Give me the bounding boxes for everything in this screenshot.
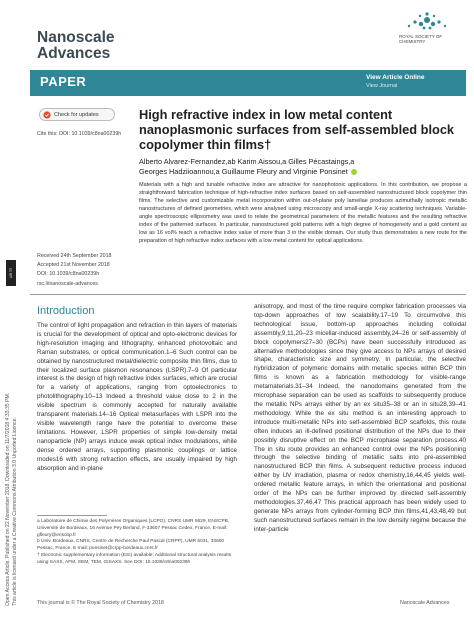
introduction-left-column: The control of light propagation and refraction in thin layers of materials is crucial for the development of optical and opto-electronic devices for high-resolution imaging and lithography, enhanced photovoltaic and Raman substrates, or optical communication.1–6 Such control can be obtained by nanostructured metal/dielectric composite thin films, due to their localized surface plasmon resonances (LSPR).7–9 Of particular interest is the design of high refractive index surfaces, which are crucial for a variety of applications, ranging from optoelectronics to photolithography.10–13 Indeed a threshold value close to 2 in the visible spectrum is commonly accepted for naturally available transparent materials.14–16 Optical metasurfaces with LSPR into the visible wavelength range have the potential to overcome these limitations. However, LSPR properties of simple low-density metal nanoparticle (NP) arrays induce weak optical index modulations, while dense ordered arrays, supporting plasmonic couplings or lattice modes16 with strong refraction effects, are usually impaired by high absorption and in-plane	[37, 322, 237, 472]
view-article-online-link[interactable]: View Article Online	[366, 74, 425, 81]
article-dates	[37, 252, 112, 279]
footnote-a: a Laboratoire de Chimie des Polymères Organiques (LCPO), CNRS UMR 5629, ENSCPB, Université de Bordeaux, 16 Avenue Pey Berland, F-33607 Pessac Cedex, France. E-mail: gfleury@enscbp.fr	[37, 519, 230, 538]
received-date: Received 24th September 2018	[37, 253, 112, 259]
footer-copyright: This journal is © The Royal Society of Chemistry 2018	[37, 600, 164, 606]
cc-by-badge[interactable]: cc BY	[6, 260, 16, 286]
introduction-heading: Introduction	[37, 305, 95, 317]
view-journal-link[interactable]: View Journal	[366, 83, 398, 89]
authors-line1: Alberto Alvarez-Fernandez,ab Karim Aissou,a Gilles Pécastaings,a	[139, 157, 355, 166]
article-doi[interactable]: DOI: 10.1039/c8na00239h	[37, 271, 100, 277]
footnote-rule	[37, 515, 107, 516]
section-divider	[30, 294, 466, 295]
article-title: High refractive index in low metal content nanoplasmonic surfaces from self-assembled block copolymer thin films†	[139, 107, 455, 152]
cite-doi: Cite this: DOI: 10.1039/c8na00239h	[37, 131, 122, 137]
journal-name-line1: Nanoscale	[37, 29, 115, 46]
accepted-date: Accepted 21st November 2018	[37, 262, 110, 268]
check-for-updates-label: Check for updates	[54, 111, 99, 118]
author-list	[139, 157, 469, 177]
journal-name	[37, 30, 115, 62]
footnote-esi: † Electronic supplementary information (ESI) available: Additional structural analysis results using SAXS, AFM, SEM, TEM, GISAXS. See DOI: 10.1039/c8na00239h	[37, 552, 232, 565]
orcid-icon[interactable]	[351, 169, 357, 175]
open-access-notice: Open Access Article. Published on 22 November 2018. Downloaded on 11/7/2018 4:33:35 PM.	[5, 392, 11, 606]
footer-journal: Nanoscale Advances	[400, 600, 450, 606]
check-for-updates-button[interactable]	[39, 108, 115, 121]
footnotes	[37, 519, 237, 567]
footnote-b: b Univ. Bordeaux, CNRS, Centre de Recherche Paul Pascal (CRPP), UMR 5031, 33600 Pessac, France. E-mail: ponsinet@crpp-bordeaux.cnrs.fr	[37, 539, 225, 552]
update-icon	[43, 111, 51, 119]
introduction-right-column: anisotropy, and most of the time require complex fabrication processes via top-down approaches of low scalability.17–19 To circumvolve this technological issue, bottom-up approaches including colloidal assembly,9,11,20–23 micellar-induced assembly,24–26 or self-assembly of block copolymers27–30 (BCPs) have been successfully introduced as alternative methodologies since they give access to NPs arrays of desired shape, characteristic size and symmetry. In particular, the selective hybridization of polymeric domains with metallic species within BCP thin films is known as a fabrication methodology for visible-range metamaterials.31–34 Indeed, the nanodomains generated from the microphase separation can be used as scaffolds to subsequently produce the metallic NPs arrays either by an ex situ35–38 or an in situ28,39–41 methodology. While the ex situ method is an interesting approach to introduce multi-metallic NPs into self-assembled BCP scaffolds, this route often induces an ill-defined positional distribution of the NPs due to their possibly disruptive effect on the BCP microphase separation process.40 The in situ route provides an enhanced control over the NPs positioning through the selective binding of metallic salts into pre-assembled nanostructured BCP thin films. A subsequent reductive process induced either by UV irradiation, plasma or redox chemistry,16,44,45 yields well-ordered metallic feature arrays, in which the orientational and positional order of the NPs can be further improved by directed self-assembly methodologies.37,46,47 This practical approach has been widely used to generate NPs arrays from cylinder-forming BCP thin films,41,43,48,49 but such nanostructured surfaces remain in the low density regime because the inter-particle	[254, 303, 466, 533]
abstract: Materials with a high and tunable refractive index are attractive for nanophotonic applications. In this contribution, we propose a straightforward fabrication technique of high-refractive index surfaces based on self-assembled nanostructured block copolymer thin films. The selective and customizable metal incorporation within out-of-plane poly lamellae produces azimuthally isotropic metallic nanostructures of defined geometries, which were analysed using microscopy and small-angle X-ray scattering techniques. Variable-angle spectroscopic ellipsometry was used to relate the geometrical parameters of the metallic features and the resulting refractive index of the patterned surfaces. In particular, nanostructured gold patterns with a high degree of homogeneity and a gold content as low as 16 vol% reach a refractive index value of more than 3 in the visible domain. Our study thus demonstrates a new route for the preparation of high refractive index surfaces with a low metal content for optical applications.	[139, 182, 467, 244]
authors-line2-text: Georges Hadziioannou,a Guillaume Fleury and Virginie Ponsinet	[139, 167, 348, 176]
licence-notice[interactable]: This article is licensed under a Creative Commons Attribution 3.0 Unported Licence.	[12, 417, 18, 606]
journal-name-line2: Advances	[37, 45, 111, 62]
journal-link[interactable]: rsc.li/nanoscale-advances	[37, 281, 98, 287]
article-type-label: PAPER	[40, 74, 87, 89]
publisher-name: ROYAL SOCIETY OF CHEMISTRY	[399, 34, 443, 44]
authors-line2	[139, 167, 469, 177]
